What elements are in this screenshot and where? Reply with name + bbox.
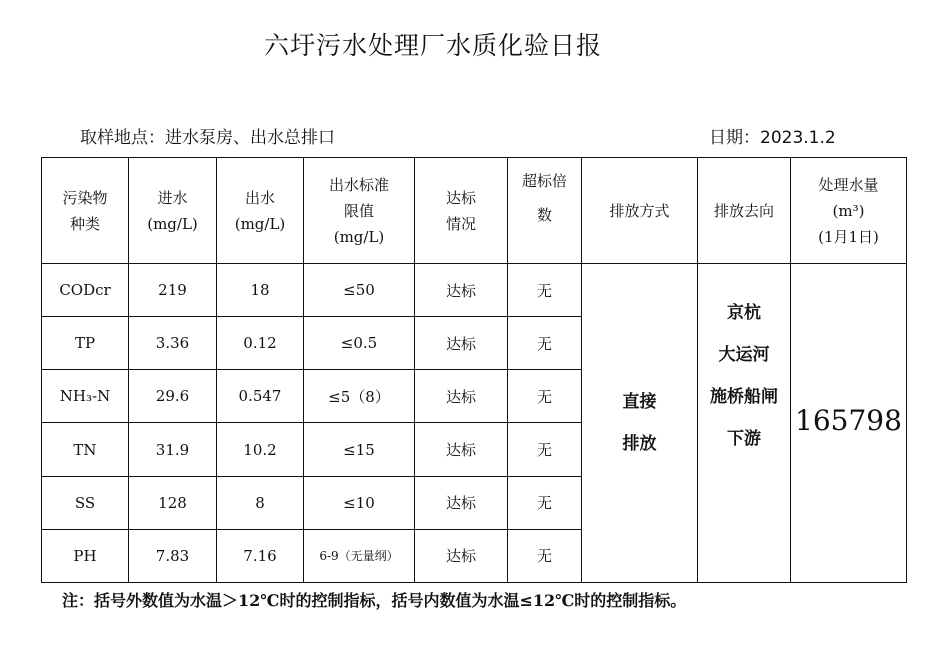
col-header-line: 限值 [343, 201, 374, 220]
col-header-line: 数 [536, 206, 552, 224]
col-header-line: 排放方式 [609, 201, 670, 220]
col-header-unit: (mg/L) [234, 214, 286, 233]
destination-line: 京杭 [727, 303, 761, 323]
discharge-destination-cell [698, 264, 791, 583]
col-header-line: 超标倍 [521, 172, 567, 190]
compliance-status: 达标 [415, 423, 508, 476]
col-header-standard [304, 158, 415, 264]
report-title: 六圩污水处理厂水质化验日报 [263, 31, 602, 60]
standard-limit: 6-9（无量纲） [304, 529, 415, 582]
compliance-status: 达标 [415, 317, 508, 370]
col-header-status [415, 158, 508, 264]
compliance-status: 达标 [415, 370, 508, 423]
standard-limit: ≤0.5 [304, 317, 415, 370]
outflow-value: 0.12 [217, 317, 304, 370]
exceed-multiple: 无 [508, 317, 582, 370]
col-header-unit: (mg/L) [333, 227, 385, 246]
sampling-location: 取样地点：进水泵房、出水总排口 [80, 128, 335, 148]
col-header-line: 污染物 [62, 188, 108, 207]
col-header-line: 达标 [445, 188, 476, 207]
col-header-line: 进水 [157, 188, 188, 207]
col-header-destination [698, 158, 791, 264]
col-header-volume [791, 158, 907, 264]
pollutant-name: TN [42, 423, 129, 476]
inflow-value: 128 [129, 476, 217, 529]
pollutant-name: CODcr [42, 264, 129, 317]
col-header-unit: (m³) [832, 201, 865, 220]
pollutant-name: NH₃-N [42, 370, 129, 423]
compliance-status: 达标 [415, 529, 508, 582]
exceed-multiple: 无 [508, 529, 582, 582]
discharge-method-line: 直接 [622, 392, 657, 412]
outflow-value: 7.16 [217, 529, 304, 582]
outflow-value: 10.2 [217, 423, 304, 476]
col-header-pollutant [42, 158, 129, 264]
pollutant-name: TP [42, 317, 129, 370]
exceed-multiple: 无 [508, 476, 582, 529]
col-header-date: (1月1日) [818, 227, 879, 246]
standard-limit: ≤5（8） [304, 370, 415, 423]
col-header-line: 种类 [69, 214, 100, 233]
outflow-value: 0.547 [217, 370, 304, 423]
treated-volume-cell [791, 264, 907, 583]
col-header-outflow [217, 158, 304, 264]
exceed-multiple: 无 [508, 423, 582, 476]
inflow-value: 29.6 [129, 370, 217, 423]
col-header-unit: (mg/L) [147, 214, 198, 233]
col-header-line: 出水 [244, 188, 275, 207]
inflow-value: 31.9 [129, 423, 217, 476]
compliance-status: 达标 [415, 264, 508, 317]
col-header-method [582, 158, 698, 264]
footnote: 注：括号外数值为水温＞12℃时的控制指标，括号内数值为水温≤12℃时的控制指标。 [62, 591, 687, 610]
water-quality-table [41, 157, 907, 583]
inflow-value: 3.36 [129, 317, 217, 370]
discharge-method-cell [582, 264, 698, 583]
header-row [42, 158, 907, 264]
col-header-line: 出水标准 [328, 175, 389, 194]
outflow-value: 8 [217, 476, 304, 529]
destination-line: 下游 [727, 429, 761, 449]
col-header-exceed [508, 158, 582, 264]
standard-limit: ≤10 [304, 476, 415, 529]
col-header-line: 情况 [445, 214, 476, 233]
standard-limit: ≤50 [304, 264, 415, 317]
pollutant-name: PH [42, 529, 129, 582]
inflow-value: 7.83 [129, 529, 217, 582]
outflow-value: 18 [217, 264, 304, 317]
col-header-inflow [129, 158, 217, 264]
report-date: 日期：2023.1.2 [709, 128, 836, 148]
standard-limit: ≤15 [304, 423, 415, 476]
pollutant-name: SS [42, 476, 129, 529]
exceed-multiple: 无 [508, 370, 582, 423]
destination-line: 施桥船闸 [710, 387, 778, 407]
col-header-line: 处理水量 [818, 175, 879, 194]
col-header-line: 排放去向 [713, 201, 774, 220]
treated-volume-value: 165798 [795, 404, 902, 437]
discharge-method-line: 排放 [622, 434, 657, 454]
table-row [42, 264, 907, 317]
exceed-multiple: 无 [508, 264, 582, 317]
compliance-status: 达标 [415, 476, 508, 529]
inflow-value: 219 [129, 264, 217, 317]
destination-line: 大运河 [718, 345, 770, 365]
